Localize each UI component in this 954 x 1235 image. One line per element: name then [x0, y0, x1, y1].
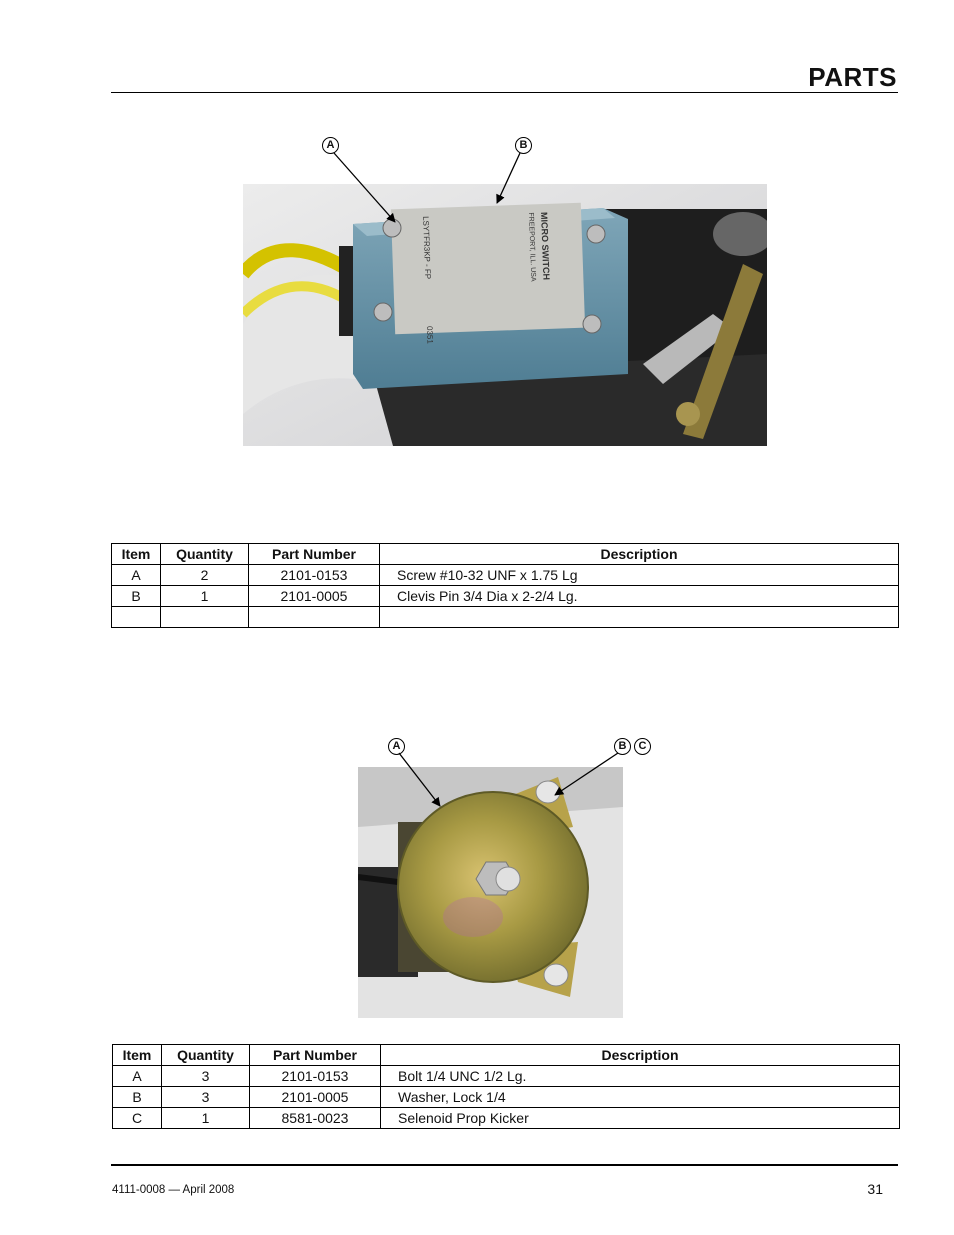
column-header-part-number: Part Number	[249, 544, 380, 565]
callout-b: B	[515, 137, 532, 154]
cell-quantity: 2	[161, 565, 249, 586]
cell-description: Screw #10-32 UNF x 1.75 Lg	[380, 565, 899, 586]
callout-c: C	[634, 738, 651, 755]
cell-part-number	[249, 607, 380, 628]
cell-part-number: 2101-0153	[250, 1066, 381, 1087]
callout-a: A	[388, 738, 405, 755]
cell-quantity: 1	[162, 1108, 250, 1129]
table-row	[112, 607, 899, 628]
table-header-row	[112, 544, 899, 565]
cell-item: B	[113, 1087, 162, 1108]
cell-quantity: 3	[162, 1066, 250, 1087]
table-header-row	[113, 1045, 900, 1066]
footer-divider	[111, 1164, 898, 1166]
column-header-quantity: Quantity	[162, 1045, 250, 1066]
cell-quantity: 1	[161, 586, 249, 607]
cell-description: Washer, Lock 1/4	[381, 1087, 900, 1108]
cell-item: A	[112, 565, 161, 586]
page-title: PARTS	[808, 62, 897, 92]
cell-description: Selenoid Prop Kicker	[381, 1108, 900, 1129]
column-header-quantity: Quantity	[161, 544, 249, 565]
parts-table-2	[112, 1044, 900, 1129]
callout-b: B	[614, 738, 631, 755]
cell-quantity: 3	[162, 1087, 250, 1108]
cell-item: C	[113, 1108, 162, 1129]
cell-part-number: 2101-0005	[249, 586, 380, 607]
cell-description: Clevis Pin 3/4 Dia x 2-2/4 Lg.	[380, 586, 899, 607]
cell-description	[380, 607, 899, 628]
column-header-description: Description	[381, 1045, 900, 1066]
switch-brand-text: MICRO SWITCH	[539, 211, 552, 281]
table-row	[112, 586, 899, 607]
column-header-part-number: Part Number	[250, 1045, 381, 1066]
cell-item: A	[113, 1066, 162, 1087]
header-divider	[111, 92, 898, 93]
cell-description: Bolt 1/4 UNC 1/2 Lg.	[381, 1066, 900, 1087]
cell-item	[112, 607, 161, 628]
switch-origin-text: FREEPORT, ILL. USA	[527, 212, 537, 282]
table-row	[113, 1066, 900, 1087]
micro-switch-photo	[243, 184, 767, 446]
switch-model-text: LSYTFR3KP - FP	[421, 215, 433, 280]
cell-part-number: 8581-0023	[250, 1108, 381, 1129]
table-row	[112, 565, 899, 586]
column-header-item: Item	[113, 1045, 162, 1066]
parts-table-1	[111, 543, 899, 628]
switch-code-text: 0351	[424, 325, 435, 345]
cell-quantity	[161, 607, 249, 628]
cell-item: B	[112, 586, 161, 607]
document-id: 4111-0008 — April 2008	[112, 1184, 235, 1196]
cell-part-number: 2101-0005	[250, 1087, 381, 1108]
solenoid-photo	[358, 767, 623, 1018]
table-row	[113, 1087, 900, 1108]
cell-part-number: 2101-0153	[249, 565, 380, 586]
column-header-description: Description	[380, 544, 899, 565]
table-row	[113, 1108, 900, 1129]
page-number: 31	[867, 1181, 883, 1197]
callout-a: A	[322, 137, 339, 154]
column-header-item: Item	[112, 544, 161, 565]
